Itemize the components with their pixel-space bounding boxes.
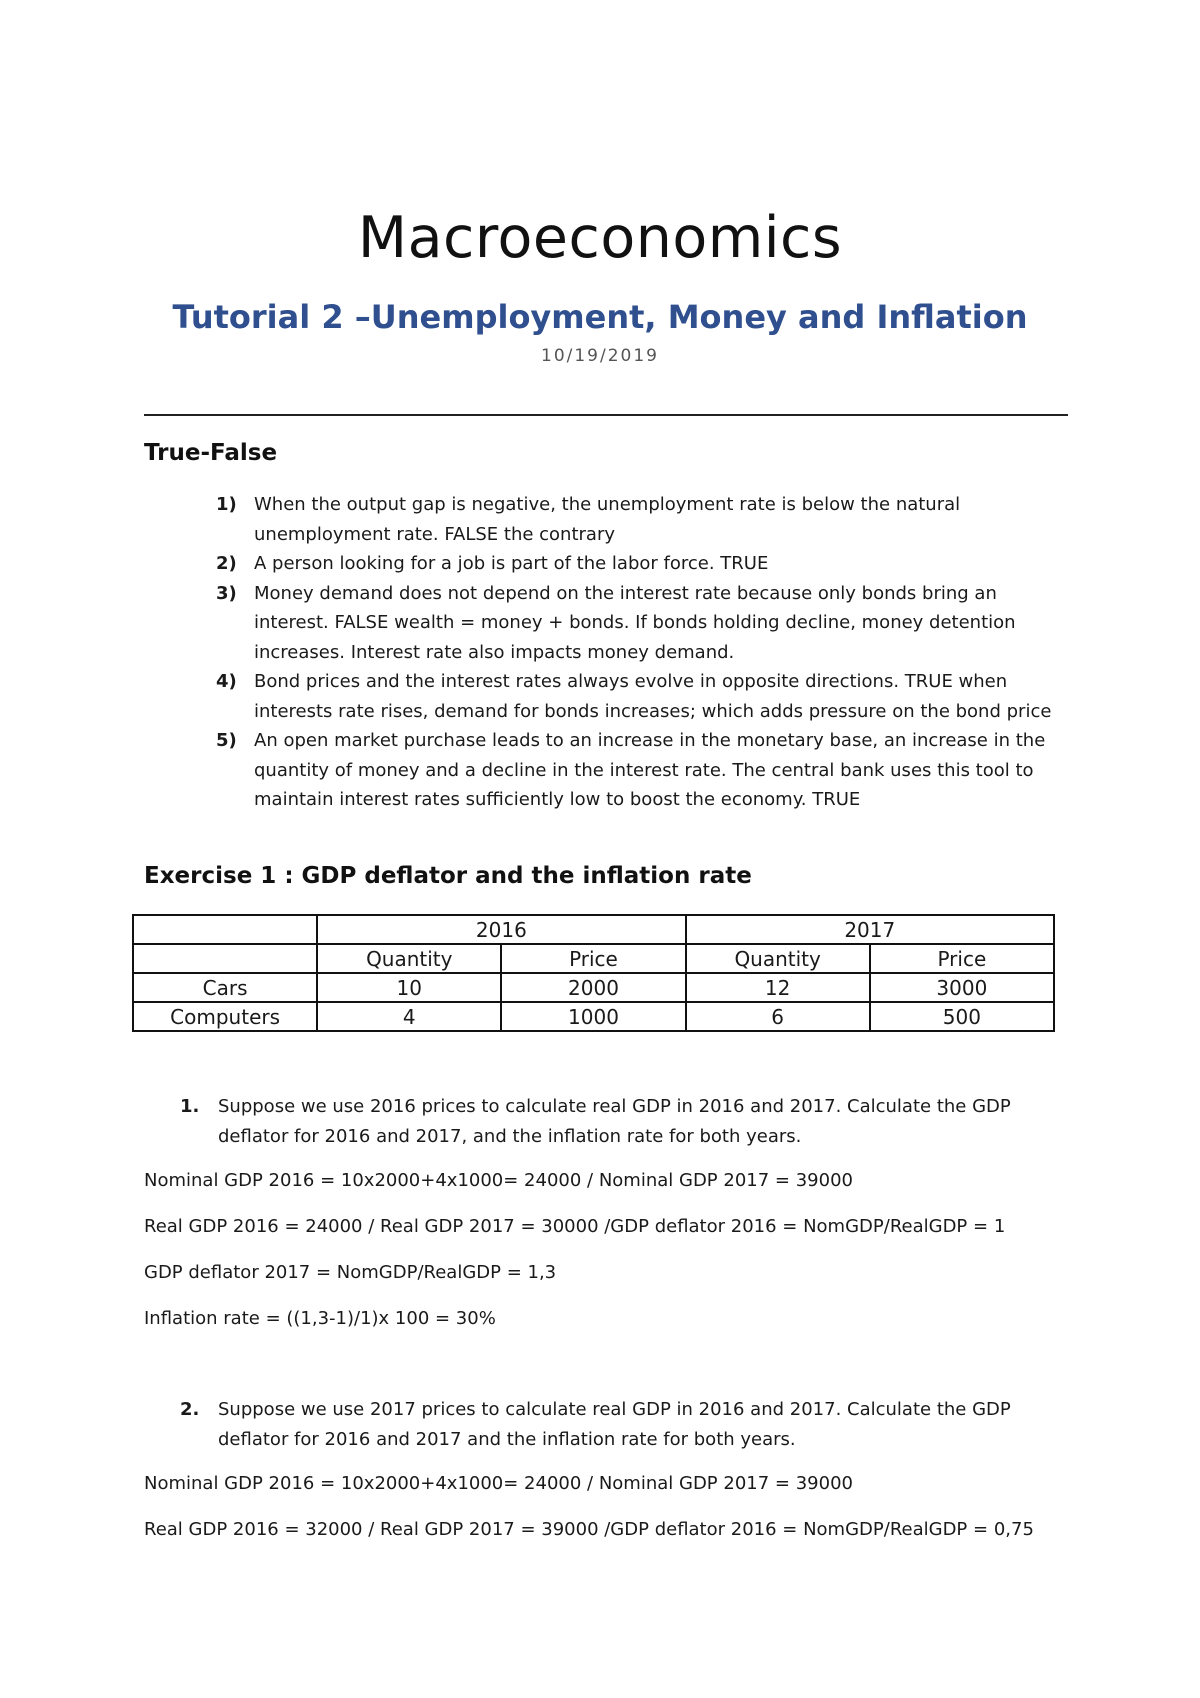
list-item [144, 579, 1064, 668]
list-item-number: 4) [216, 671, 237, 692]
table-row [133, 1002, 1054, 1031]
table-cell [133, 944, 317, 973]
question-number: 2. [180, 1399, 200, 1420]
table-cell: 4 [317, 1002, 501, 1031]
list-item-text: A person looking for a job is part of the labor force. TRUE [254, 553, 769, 574]
true-false-list [144, 490, 1064, 815]
question-text: Suppose we use 2016 prices to calculate real GDP in 2016 and 2017. Calculate the GDP deflator for 2016 and 2017, and the inflation rate for both years. [218, 1096, 1011, 1147]
calculation-line: Real GDP 2016 = 32000 / Real GDP 2017 = 39000 /GDP deflator 2016 = NomGDP/RealGDP = 0,75 [144, 1519, 1034, 1540]
question-2 [144, 1395, 1064, 1454]
document-title: Macroeconomics [357, 205, 843, 271]
gdp-table [132, 914, 1055, 1032]
list-item-number: 5) [216, 730, 237, 751]
table-cell: 10 [317, 973, 501, 1002]
horizontal-rule [144, 414, 1068, 416]
table-cell: 500 [870, 1002, 1054, 1031]
document-date: 10/19/2019 [541, 346, 659, 366]
document-subtitle: Tutorial 2 –Unemployment, Money and Inflation [172, 298, 1028, 336]
true-false-heading: True-False [144, 440, 278, 466]
list-item-text: Bond prices and the interest rates always evolve in opposite directions. TRUE when interests rate rises, demand for bonds increases; which adds pressure on the bond price [254, 671, 1052, 722]
list-item [144, 490, 1064, 549]
table-cell: 2000 [501, 973, 685, 1002]
question-1 [144, 1092, 1064, 1151]
row-label: Computers [133, 1002, 317, 1031]
list-item-text: When the output gap is negative, the unemployment rate is below the natural unemployment rate. FALSE the contrary [254, 494, 961, 545]
list-item [144, 667, 1064, 726]
list-item-number: 2) [216, 553, 237, 574]
table-cell: 3000 [870, 973, 1054, 1002]
calculation-line: Nominal GDP 2016 = 10x2000+4x1000= 24000 / Nominal GDP 2017 = 39000 [144, 1473, 853, 1494]
calculation-line: Real GDP 2016 = 24000 / Real GDP 2017 = 30000 /GDP deflator 2016 = NomGDP/RealGDP = 1 [144, 1216, 1006, 1237]
column-header: Price [501, 944, 685, 973]
list-item-text: Money demand does not depend on the interest rate because only bonds bring an interest. FALSE wealth = money + bonds. If bonds holding decline, money detention increases. Interest rate also impacts money demand. [254, 582, 1016, 663]
year-header: 2016 [317, 915, 685, 944]
column-header: Quantity [317, 944, 501, 973]
row-label: Cars [133, 973, 317, 1002]
table-cell: 6 [686, 1002, 870, 1031]
column-header: Quantity [686, 944, 870, 973]
list-item-text: An open market purchase leads to an increase in the monetary base, an increase in the quantity of money and a decline in the interest rate. The central bank uses this tool to maintain interest rates sufficiently low to boost the economy. TRUE [254, 730, 1046, 810]
table-cell [133, 915, 317, 944]
table-row [133, 973, 1054, 1002]
exercise-1-heading: Exercise 1 : GDP deflator and the inflation rate [144, 863, 752, 889]
list-item [144, 726, 1064, 815]
table-row [133, 915, 1054, 944]
question-text: Suppose we use 2017 prices to calculate real GDP in 2016 and 2017. Calculate the GDP deflator for 2016 and 2017 and the inflation rate for both years. [218, 1399, 1011, 1450]
calculation-line: Nominal GDP 2016 = 10x2000+4x1000= 24000 / Nominal GDP 2017 = 39000 [144, 1170, 853, 1191]
calculation-line: GDP deflator 2017 = NomGDP/RealGDP = 1,3 [144, 1262, 557, 1283]
list-item-number: 3) [216, 582, 237, 604]
list-item [144, 549, 1064, 579]
year-header: 2017 [686, 915, 1054, 944]
list-item-number: 1) [216, 494, 237, 515]
column-header: Price [870, 944, 1054, 973]
calculation-line: Inflation rate = ((1,3-1)/1)x 100 = 30% [144, 1308, 496, 1329]
table-row [133, 944, 1054, 973]
question-number: 1. [180, 1096, 200, 1117]
table-cell: 12 [686, 973, 870, 1002]
table-cell: 1000 [501, 1002, 685, 1031]
